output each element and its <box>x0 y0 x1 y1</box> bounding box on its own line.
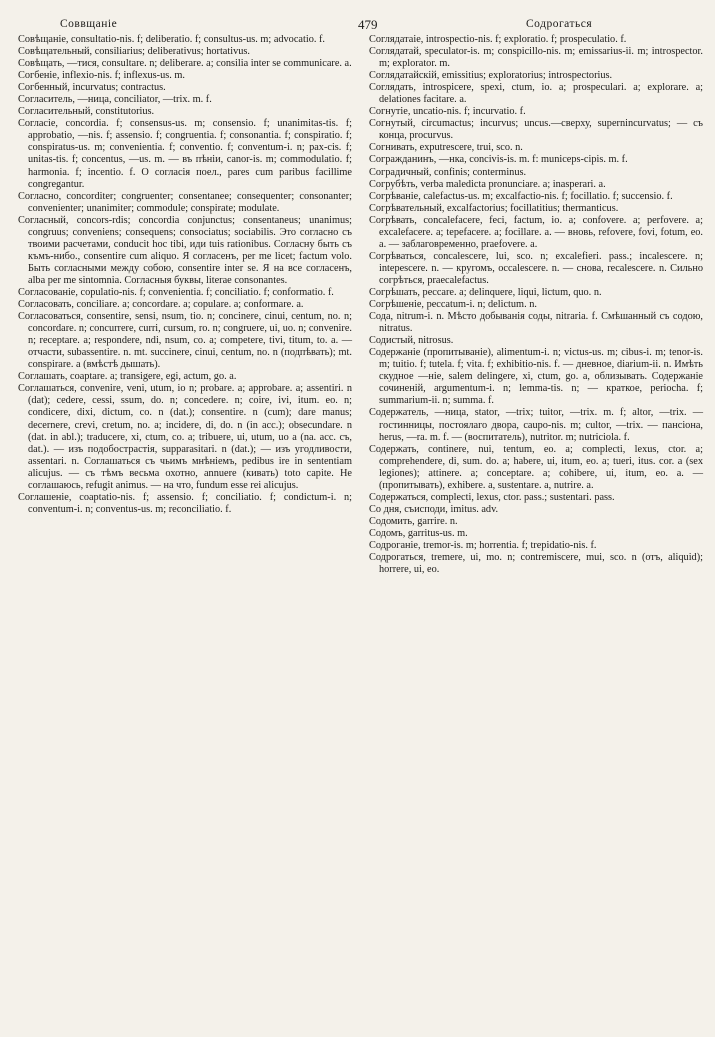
dictionary-entry: Согласительный, constitutorius. <box>18 106 155 118</box>
dictionary-entry: Согласованіе, copulatio-nis. f; convenientia. f; conciliatio. f; conformatio. f. <box>18 286 334 298</box>
dictionary-entry: Соглашеніе, coaptatio-nis. f; assensio. f; conciliatio. f; condictum-i. n; conventum-i. n; conventus-us. m; reconciliatio. f. <box>18 491 352 515</box>
dictionary-entry: Согнивать, exputrescere, trui, sco. n. <box>369 142 523 154</box>
dictionary-entry: Согнутый, circumactus; incurvus; uncus.—сверху, supernincurvatus; — съ конца, procurvus. <box>369 118 703 142</box>
dictionary-entry: Соглашаться, convenire, veni, utum, io n; probare. a; approbare. a; assentiri. n (dat); cedere, cessi, ssum, do. n; concedere. n; coire, ivi, itum. eo. n; condicere, dixi, dictum, co. n (dat.); consentire. n (cum); dare manus; decernere, crevi, cretum, no. a; incidere, di, do. n (in acc.); obsecundare. n (dat. in abl.); traducere, xi, ctum, co. a; tribuere, ui, utum, uo a (na. acc. съ, dat.). — изъ подобострастія, supparasitari. n (dat.); — изъ угодливости, assentari. n. Соглашаться съ чьимъ мнѣніемъ, pedibus ire in sententiam alicujus. — съ тѣмъ весьма охотно, annuere (кивать) toto capite. Не соглашаюсь, refugit animus. — на что, fundum esse rei alicujus. <box>18 383 352 491</box>
dictionary-entry: Соглядать, introspicere, spexi, ctum, io. a; prospeculari. a; explorare. a; delationes facitare. a. <box>369 82 703 106</box>
dictionary-entry: Согнутіе, uncatio-nis. f; incurvatio. f. <box>369 106 526 118</box>
dictionary-entry: Согбенный, incurvatus; contractus. <box>18 82 166 94</box>
dictionary-entry: Содрогаться, tremere, ui, mo. n; contremiscere, mui, sco. n (отъ, aliquid); horrere, ui, eo. <box>369 552 703 576</box>
dictionary-entry: Содомъ, garritus-us. m. <box>369 527 468 539</box>
header-right-guide-word: Содрогаться <box>526 18 593 30</box>
dictionary-entry: Согрѣваніе, calefactus-us. m; excalfactio-nis. f; focillatio. f; succensio. f. <box>369 190 673 202</box>
dictionary-entry: Согрѣшеніе, peccatum-i. n; delictum. n. <box>369 299 537 311</box>
dictionary-entry: Соглядатай, speculator-is. m; conspicillo-nis. m; emissarius-ii. m; introspector. m; explorator. m. <box>369 46 703 70</box>
dictionary-entry: Совѣщательный, consiliarius; deliberativus; hortativus. <box>18 46 250 58</box>
dictionary-entry: Совѣщаніе, consultatio-nis. f; deliberatio. f; consultus-us. m; advocatio. f. <box>18 34 325 45</box>
dictionary-entry: Содомить, garrire. n. <box>369 515 458 527</box>
dictionary-entry: Согласный, concors-rdis; concordia conjunctus; consentaneus; unanimus; congruus; conveniens; consequens; consociatus; sociabilis. Это согласно съ твоими расчетами, conducit hoc tibi, иди tuis rationibus. Согласну быть съ къмъ-нибо., consentire cum aliquo. Я согласенъ, per me licet; factum volo. Быть согласными между собою, consentire inter se. Я на все согласенъ, alba per me sintomnia. Согласныя буквы, literae consonantes. <box>18 214 352 286</box>
left-column <box>18 34 352 576</box>
dictionary-entry: Согласіе, concordia. f; consensus-us. m; consensio. f; unanimitas-tis. f; approbatio, —nis. f; assensio. f; congruentia. f; consonantia. f; conspiratio. f; conspiratus-us. m; convenientia. f; conventio. f; conventum-i. n; pax-cis. f; unitas-tis. f; concentus, —us. m. — въ пѣніи, canor-is. m; commodulatio. f; harmonia. f; incentio. f. О согласія поел., pares cum paribus facillime congregantur. <box>18 118 352 190</box>
dictionary-entry: Соглядатаіе, introspectio-nis. f; exploratio. f; prospeculatio. f. <box>369 34 627 45</box>
dictionary-entry: Соглашать, coaptare. a; transigere, egi, actum, go. a. <box>18 371 237 383</box>
dictionary-entry: Согрѣвать, concalefacere, feci, factum, io. a; confovere. a; perfovere. a; excalefacere. a; tepefacere. a; focillare. a. — вновь, refovere, fovi, fotum, eo. a. — заблаговременно, praefovere. a. <box>369 214 703 250</box>
dictionary-entry: Содроганіе, tremor-is. m; horrentia. f; trepidatio-nis. f. <box>369 539 597 551</box>
dictionary-entry: Согражданинъ, —нка, concivis-is. m. f: municeps-cipis. m. f. <box>369 154 628 166</box>
dictionary-entry: Согбеніе, inflexio-nis. f; inflexus-us. m. <box>18 70 185 82</box>
dictionary-entry: Содержатель, —ница, stator, —trix; tuitor, —trix. m. f; altor, —trix. — гостинницы, постоялаго двора, caupo-nis. m; cultor, —trix. — пансіона, herus, —ra. m. f. — (воспитатель), nutritor. m; nutriciola. f. <box>369 407 703 443</box>
dictionary-entry: Совѣщать, —тися, consultare. n; deliberare. a; consilia inter se communicare. a. <box>18 58 352 70</box>
dictionary-entry: Соградичный, confinis; conterminus. <box>369 166 527 178</box>
right-column <box>369 34 703 576</box>
dictionary-entry: Согласовать, conciliare. a; concordare. a; copulare. a; conformare. a. <box>18 299 304 311</box>
dictionary-entry: Сода, nitrum-i. n. Мѣсто добыванія соды, nitraria. f. Смѣшанный съ содою, nitratus. <box>369 311 703 335</box>
dictionary-entry: Со дня, съисподи, imitus. adv. <box>369 503 499 515</box>
dictionary-entry: Согласоваться, consentire, sensi, nsum, tio. n; concinere, cinui, centum, no. n; concordare. n; concurrere, curri, cursum, ro. n; congruere, ui, uo. n; convenire. n; receptare. a; respondere, ndi, nsum, co. a; competere, tivi, titum, to. a. — отчасти, subassentire. n. mt. succinere, cinui, centum, no. n (подпѣвать); mt. conspirare. a (вмѣстѣ дышать). <box>18 311 352 371</box>
dictionary-entry: Содержаться, complecti, lexus, ctor. pass.; sustentari. pass. <box>369 491 615 503</box>
page-number: 479 <box>358 17 378 32</box>
running-header <box>18 10 703 34</box>
dictionary-entry: Согрубѣть, verba maledicta pronunciare. a; inasperari. a. <box>369 178 606 190</box>
header-left-guide-word: Соввщаніе <box>60 18 118 30</box>
dictionary-entry: Согрѣваться, concalescere, lui, sco. n; excalefieri. pass.; incalescere. n; intepescere. n. — кругомъ, occalescere. n. — снова, recalescere. n. Сильно согрѣться, praecalefactus. <box>369 250 703 286</box>
dictionary-entry: Согрѣвательный, excalfactorius; focillatitius; thermanticus. <box>369 202 619 214</box>
dictionary-entry: Согласитель, —ница, conciliator, —trix. m. f. <box>18 94 212 106</box>
dictionary-entry: Соглядатайскій, emissitius; exploratorius; introspectorius. <box>369 70 613 82</box>
dictionary-entry: Согрѣшать, peccare. a; delinquere, liqui, lictum, quo. n. <box>369 286 602 298</box>
dictionary-entry: Содистый, nitrosus. <box>369 335 454 347</box>
dictionary-entry: Содержаніе (пропитываніе), alimentum-i. n; victus-us. m; cibus-i. m; tenor-is. m; tuitio. f; tutela. f; vita. f; exhibitio-nis. f. — дневное, diarium-ii. n. Имѣть скудное —ніе, salem delingere, xi, ctum, go. a, облизывать. Содержаніе сочиненій, argumentum-i. n; lemma-tis. n; — краткое, periocha. f; summarium-ii. n; summa. f. <box>369 347 703 407</box>
dictionary-entry: Согласно, concorditer; congruenter; consentanee; consequenter; consonanter; convenienter; unanimiter; commodule; conspirate; modulate. <box>18 190 352 214</box>
dictionary-entry: Содержать, continere, nui, tentum, eo. a; complecti, lexus, ctor. a; comprehendere, di, sum. do. a; habere, ui, itum, eo. a; tueri, itus. cor. a (sex legiones); attinere. a; conceptare. a; cohibere, ui, itum, eo. a. — (пропитывать), exhibere. a, sustentare. a, nutrire. a. <box>369 443 703 491</box>
